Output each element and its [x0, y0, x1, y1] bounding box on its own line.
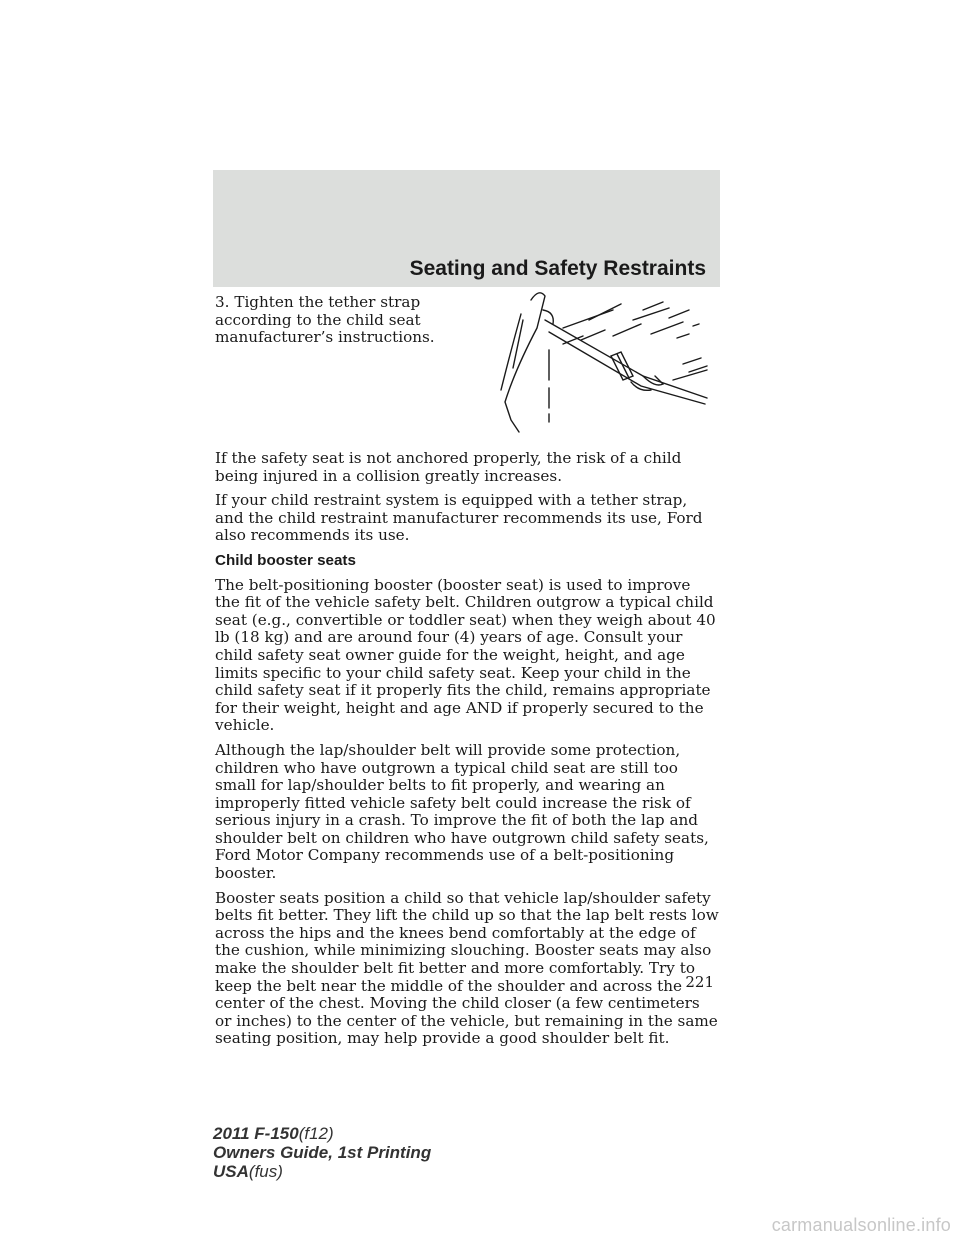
page-number: 221	[685, 973, 714, 991]
footer-line-2: Owners Guide, 1st Printing	[213, 1143, 432, 1162]
paragraph: Although the lap/shoulder belt will provide some protection, children who have outgrown a typical child seat are still too small for lap/shoulder belts to fit properly, and wearing an improperly fitted vehicle safety belt could increase the risk of serious injury in a crash. To improve the fit of both the lap and shoulder belt on children who have outgrown child safety seats, Ford Motor Company recommends use of a belt-positioning booster.	[215, 740, 709, 883]
paragraph: If your child restraint system is equipped with a tether strap, and the child restraint manufacturer recommends its use, Ford also recommends its use.	[215, 491, 703, 545]
footer-model-code: (f12)	[298, 1124, 334, 1143]
section-heading: Child booster seats	[215, 551, 356, 569]
paragraph: If the safety seat is not anchored properly, the risk of a child being injured in a collision greatly increases.	[215, 449, 682, 485]
footer-line-1	[213, 1124, 431, 1143]
document-footer	[213, 1124, 431, 1181]
section-title: Seating and Safety Restraints	[409, 257, 706, 280]
footer-model: 2011 F-150	[213, 1124, 299, 1143]
paragraph: Booster seats position a child so that vehicle lap/shoulder safety belts fit better. They lift the child up so that the lap belt rests low across the hips and the knees bend comfortably at the edge of the cushion, while minimizing slouching. Booster seats may also make the shoulder belt fit better and more comfortably. Try to keep the belt near the middle of the shoulder and across the center of the chest. Moving the child closer (a few centimeters or inches) to the center of the vehicle, but remaining in the same seating position, may help provide a good shoulder belt fit.	[215, 888, 719, 1048]
footer-market: USA	[213, 1162, 249, 1181]
footer-market-code: (fus)	[248, 1162, 283, 1181]
section-header-band	[213, 170, 720, 287]
step-3-block	[215, 294, 720, 446]
watermark: carmanualsonline.info	[771, 1215, 951, 1235]
paragraph: The belt-positioning booster (booster seat) is used to improve the fit of the vehicle safety belt. Children outgrow a typical child seat (e.g., convertible or toddler seat) when they weigh about 40 lb (18 kg) and are around four (4) years of age. Consult your child safety seat owner guide for the weight, height, and age limits specific to your child safety seat. Keep your child in the child safety seat if it properly fits the child, remains appropriate for their weight, height and age AND if properly secured to the vehicle.	[215, 575, 716, 735]
tether-strap-illustration-icon	[493, 280, 723, 440]
page-content	[215, 294, 720, 1055]
step-3-text: 3. Tighten the tether strap according to the child seat manufacturer’s instructions.	[215, 293, 435, 347]
footer-line-3	[213, 1162, 431, 1181]
